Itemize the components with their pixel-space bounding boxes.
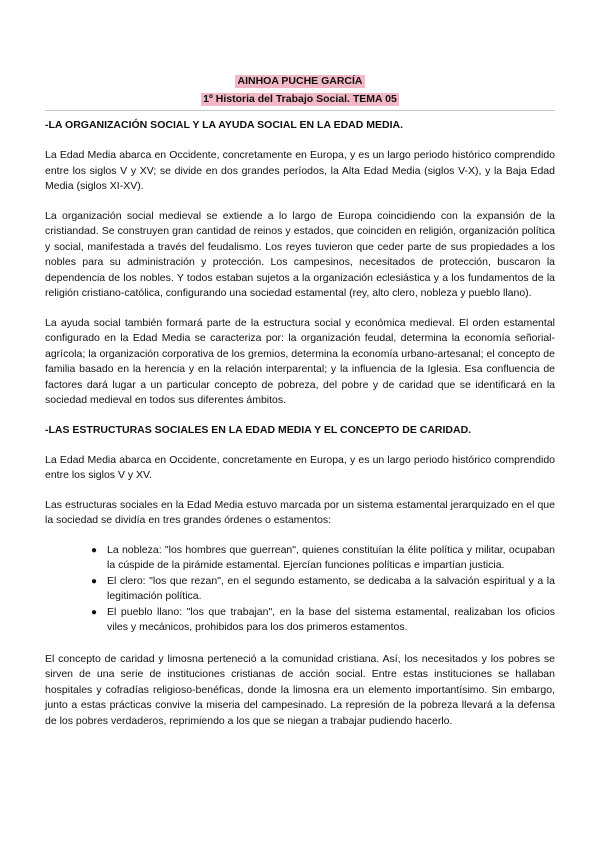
estamentos-list bbox=[45, 543, 555, 636]
paragraph: La ayuda social también formará parte de la estructura social y económica medieval. El orden estamental configurado en la Edad Media se caracteriza por: la organización feudal, determina la economía señorial-agrícola; la organización corporativa de los gremios, determina la economía urbano-artesanal; el concepto de familia basado en la herencia y en la relación interparental; y la influencia de la Iglesia. Esa confluencia de factores dará lugar a un particular concepto de pobreza, del pobre y de caridad que se identificará en la sociedad medieval en todos sus diferentes ámbitos. bbox=[45, 316, 555, 406]
list-item-text: El pueblo llano: "los que trabajan", en la base del sistema estamental, realizaban los oficios viles y mecánicos, prohibidos para los dos primeros estamentos. bbox=[107, 605, 555, 633]
paragraph: La Edad Media abarca en Occidente, concretamente en Europa, y es un largo periodo histórico comprendido entre los siglos V y XV. bbox=[45, 453, 555, 481]
paragraph: Las estructuras sociales en la Edad Media estuvo marcada por un sistema estamental jerarquizado en el que la sociedad se dividía en tres grandes órdenes o estamentos: bbox=[45, 498, 555, 526]
document-body bbox=[45, 118, 555, 743]
section-heading: -LA ORGANIZACIÓN SOCIAL Y LA AYUDA SOCIAL EN LA EDAD MEDIA. bbox=[45, 119, 403, 131]
list-item-text: El clero: "los que rezan", en el segundo estamento, se dedicaba a la salvación espiritual y a la legitimación política. bbox=[107, 574, 555, 602]
header-divider bbox=[45, 110, 555, 111]
bullet-icon: ● bbox=[91, 575, 98, 587]
list-item bbox=[91, 574, 555, 605]
bullet-icon: ● bbox=[91, 606, 98, 618]
paragraph: El concepto de caridad y limosna perteneció a la comunidad cristiana. Así, los necesitados y los pobres se sirven de una serie de instituciones cristianas de acción social. Entre estas instituciones se hallaban hospitales y cofradías religioso-benéficas, donde la limosna era un elemento importantísimo. Sin embargo, junto a estas prácticas convive la miseria del campesinado. La represión de la pobreza llevará a la defensa de los pobres verdaderos, reprimiendo a los que se niegan a trabajar pudiendo hacerlo. bbox=[45, 652, 555, 727]
document-subtitle: 1º Historia del Trabajo Social. TEMA 05 bbox=[203, 93, 397, 105]
paragraph: La Edad Media abarca en Occidente, concretamente en Europa, y es un largo periodo histórico comprendido entre los siglos V y XV; se divide en dos grandes períodos, la Alta Edad Media (siglos V-X), y la Baja Edad Media (siglos XI-XV). bbox=[45, 149, 555, 192]
section-heading: -LAS ESTRUCTURAS SOCIALES EN LA EDAD MEDIA Y EL CONCEPTO DE CARIDAD. bbox=[45, 423, 472, 436]
bullet-icon: ● bbox=[91, 544, 98, 556]
document-header bbox=[0, 71, 600, 107]
list-item bbox=[91, 605, 555, 636]
list-item bbox=[91, 543, 555, 574]
author-name: AINHOA PUCHE GARCÍA bbox=[237, 75, 363, 87]
paragraph: La organización social medieval se extiende a lo largo de Europa coincidiendo con la expansión de la cristiandad. Se construyen gran cantidad de reinos y estados, que coinciden en religión, organización política y social, manifestada a través del feudalismo. Los reyes tuvieron que ceder parte de sus propiedades a los nobles para su administración y protección. Los campesinos, necesitados de protección, buscaron la dependencia de los nobles. Y todos estaban sujetos a la organización eclesiástica y a los fundamentos de la religión cristiano-católica, configurando una sociedad estamental (rey, alto clero, nobleza y pueblo llano). bbox=[45, 209, 555, 299]
list-item-text: La nobleza: "los hombres que guerrean", quienes constituían la élite política y militar, ocupaban la cúspide de la pirámide estamental. Ejercían funciones políticas e impartían justicia. bbox=[107, 543, 555, 571]
